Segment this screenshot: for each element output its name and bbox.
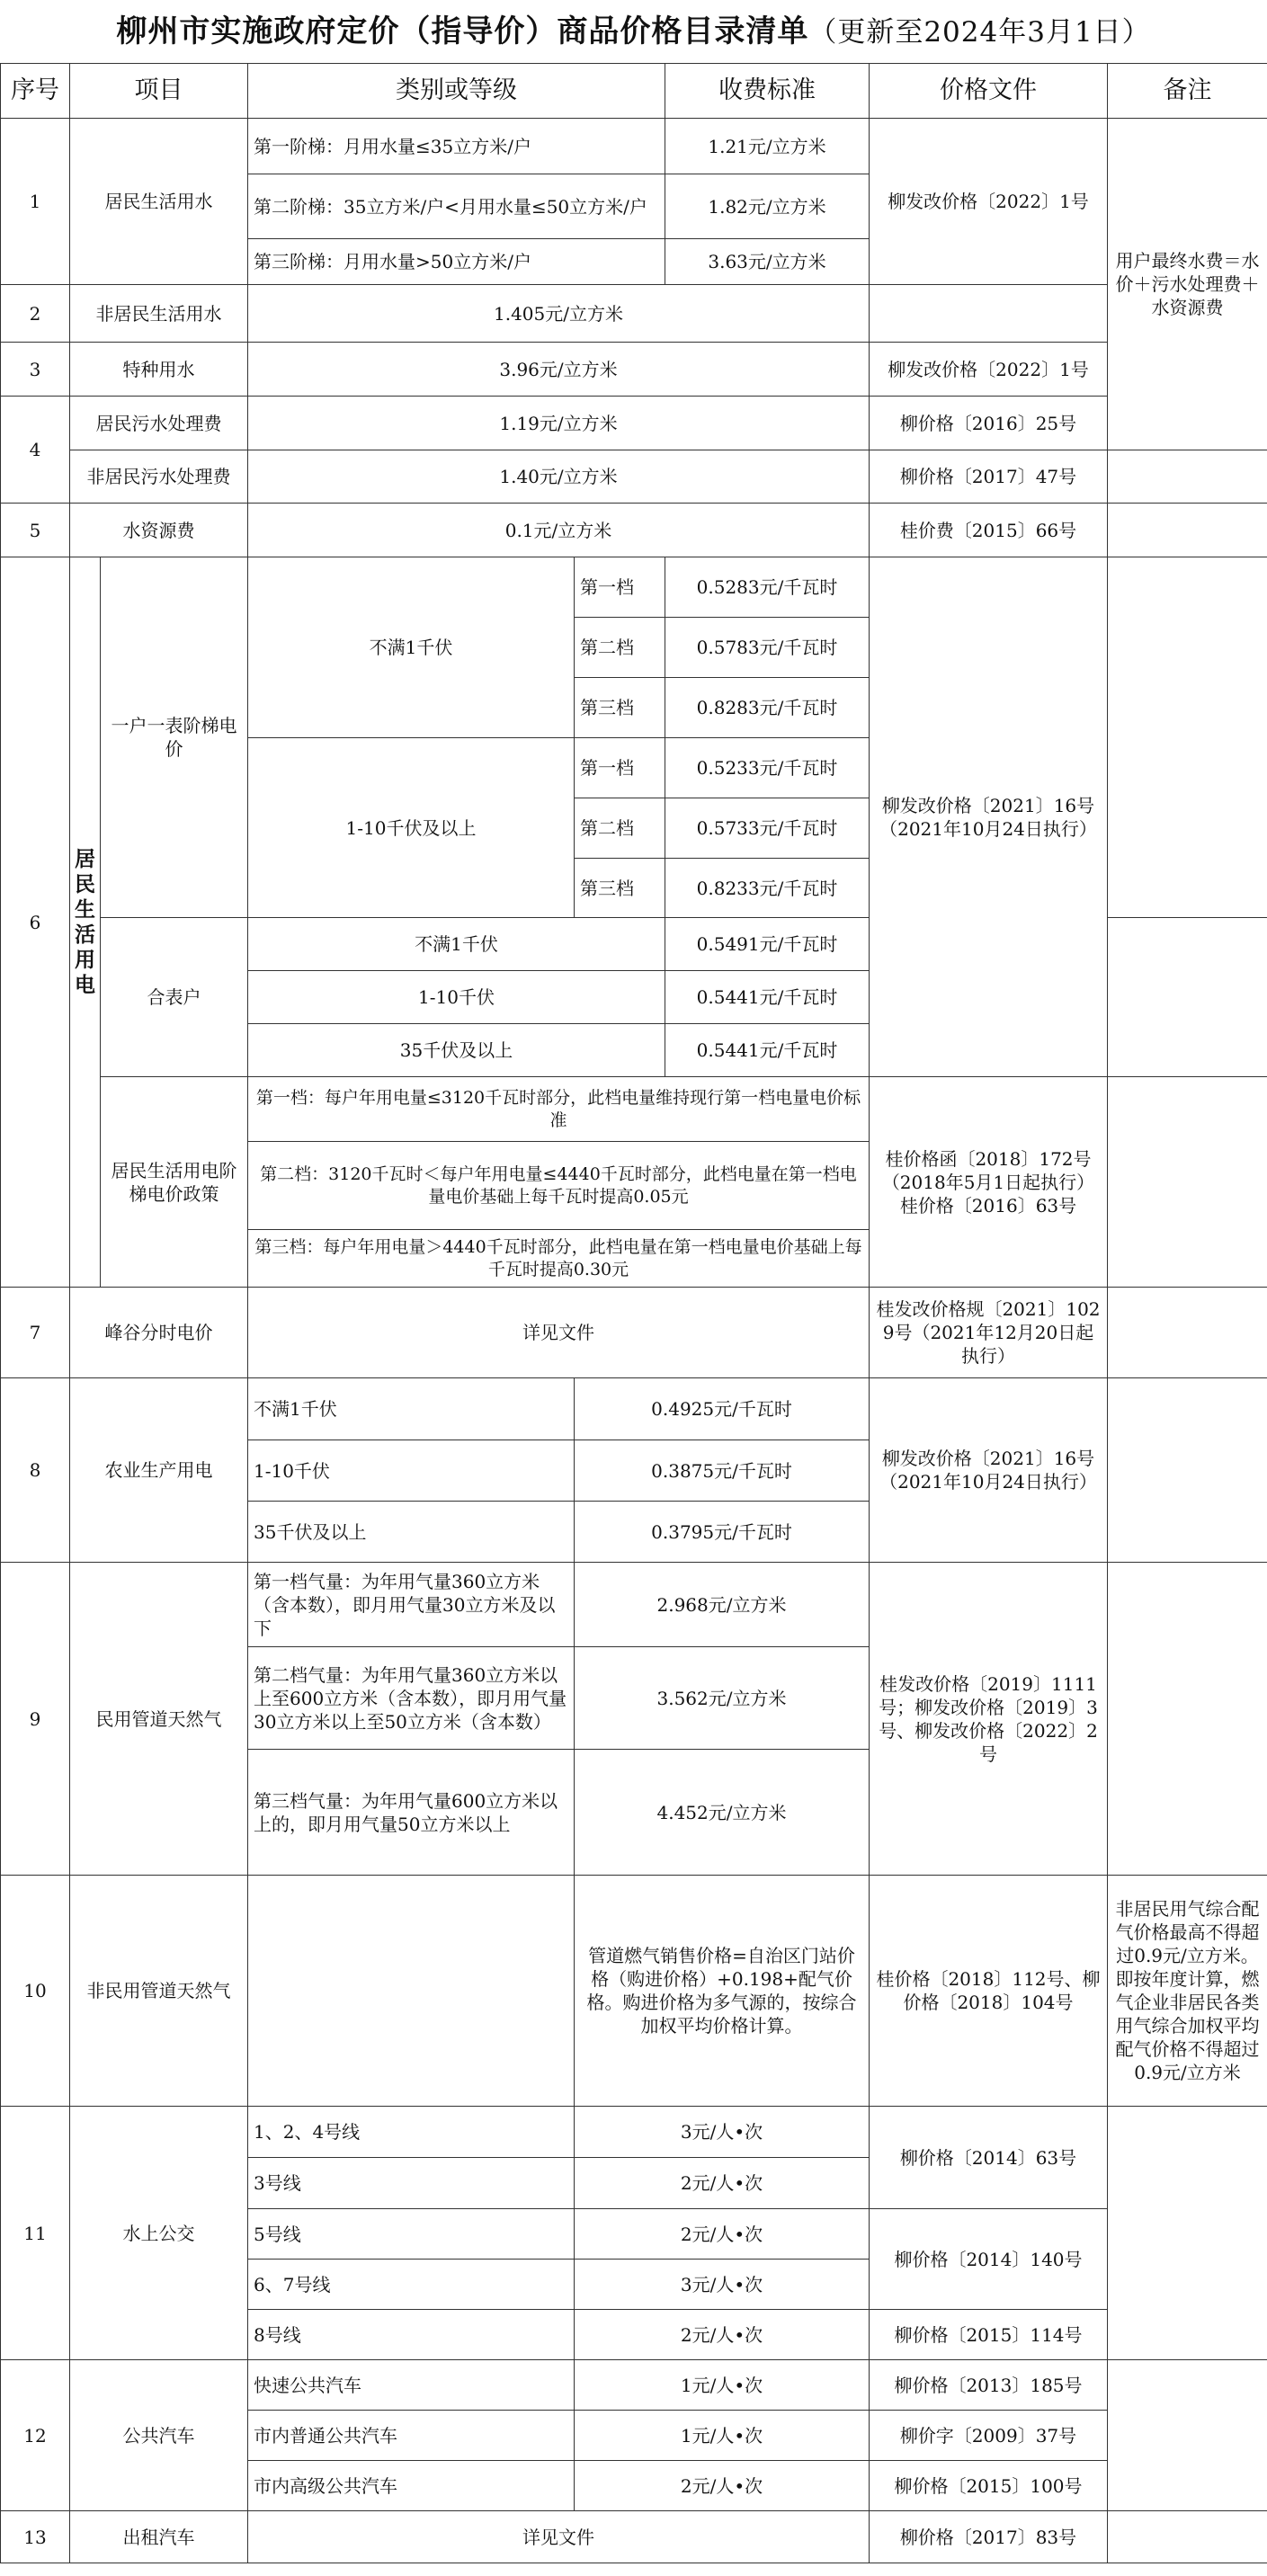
title-subtitle: （更新至2024年3月1日） [808, 16, 1151, 49]
document-cell: 柳价字〔2009〕37号 [870, 2411, 1108, 2461]
standard-cell: 1元/人•次 [575, 2360, 870, 2411]
row-no: 6 [1, 557, 70, 1288]
item-name: 公共汽车 [70, 2360, 248, 2511]
standard-cell: 2元/人•次 [575, 2461, 870, 2511]
category-cell: 第三阶梯：月用水量>50立方米/户 [248, 239, 665, 285]
category-cell: 1-10千伏及以上 [248, 738, 575, 918]
header-remark: 备注 [1108, 64, 1267, 119]
remark-cell [1108, 918, 1267, 1077]
standard-cell: 0.5441元/千瓦时 [665, 971, 870, 1024]
standard-cell: 1.21元/立方米 [665, 119, 870, 174]
item-name: 出租汽车 [70, 2511, 248, 2563]
standard-cell: 0.8283元/千瓦时 [665, 678, 870, 738]
document-cell: 柳价格〔2017〕83号 [870, 2511, 1108, 2563]
remark-cell [1108, 1288, 1267, 1378]
item-name: 居民生活用电阶梯电价政策 [101, 1077, 248, 1288]
category-cell: 35千伏及以上 [248, 1502, 575, 1563]
table-row [1, 557, 1267, 618]
row-no: 7 [1, 1288, 70, 1378]
table-row [1, 1288, 1267, 1378]
table-row [1, 1876, 1267, 2107]
category-cell: 第一阶梯：月用水量≤35立方米/户 [248, 119, 665, 174]
row-no: 8 [1, 1378, 70, 1563]
document-cell: 柳价格〔2015〕100号 [870, 2461, 1108, 2511]
header-no: 序号 [1, 64, 70, 119]
category-cell: 不满1千伏 [248, 1378, 575, 1440]
category-cell: 第三档气量：为年用气量600立方米以上的，即月用气量50立方米以上 [248, 1750, 575, 1876]
page-title [0, 0, 1267, 63]
standard-cell: 0.1元/立方米 [248, 504, 870, 557]
standard-cell: 1元/人•次 [575, 2411, 870, 2461]
category-cell: 不满1千伏 [248, 918, 665, 971]
standard-cell: 0.5491元/千瓦时 [665, 918, 870, 971]
remark-cell [1108, 2511, 1267, 2563]
remark-cell [1108, 1378, 1267, 1563]
standard-cell: 管道燃气销售价格=自治区门站价格（购进价格）+0.198+配气价格。购进价格为多气源的，按综合加权平均价格计算。 [575, 1876, 870, 2107]
standard-cell: 0.8233元/千瓦时 [665, 859, 870, 918]
category-cell: 35千伏及以上 [248, 1024, 665, 1077]
tier-label: 第二档 [575, 798, 665, 859]
standard-cell: 3元/人•次 [575, 2260, 870, 2310]
item-name: 一户一表阶梯电价 [101, 557, 248, 918]
row-no: 4 [1, 397, 70, 504]
standard-cell: 4.452元/立方米 [575, 1750, 870, 1876]
document-cell [870, 285, 1108, 343]
category-cell: 1、2、4号线 [248, 2107, 575, 2158]
item-name: 水资源费 [70, 504, 248, 557]
item-name: 民用管道天然气 [70, 1563, 248, 1876]
remark-cell [1108, 2107, 1267, 2360]
table-row [1, 397, 1267, 450]
standard-cell: 详见文件 [248, 1288, 870, 1378]
category-cell: 第二阶梯：35立方米/户<月用水量≤50立方米/户 [248, 174, 665, 239]
document-cell: 柳价格〔2014〕63号 [870, 2107, 1108, 2209]
standard-cell: 3.63元/立方米 [665, 239, 870, 285]
table-row [1, 504, 1267, 557]
table-row [1, 450, 1267, 504]
header-row [1, 64, 1267, 119]
remark-cell [1108, 2360, 1267, 2511]
title-main: 柳州市实施政府定价（指导价）商品价格目录清单 [116, 13, 809, 49]
row-no: 13 [1, 2511, 70, 2563]
standard-cell: 0.5733元/千瓦时 [665, 798, 870, 859]
row-no: 5 [1, 504, 70, 557]
category-cell: 第一档气量：为年用气量360立方米（含本数），即月用气量30立方米及以下 [248, 1563, 575, 1647]
category-cell: 市内高级公共汽车 [248, 2461, 575, 2511]
row-no: 1 [1, 119, 70, 285]
item-name: 非民用管道天然气 [70, 1876, 248, 2107]
item-name: 水上公交 [70, 2107, 248, 2360]
remark-cell: 用户最终水费＝水价＋污水处理费＋水资源费 [1108, 119, 1267, 450]
category-cell [248, 1876, 575, 2107]
category-cell: 5号线 [248, 2209, 575, 2260]
document-cell: 柳价格〔2014〕140号 [870, 2209, 1108, 2310]
standard-cell: 0.5233元/千瓦时 [665, 738, 870, 798]
item-name: 峰谷分时电价 [70, 1288, 248, 1378]
item-name: 非居民污水处理费 [70, 450, 248, 504]
table-row [1, 2107, 1267, 2158]
category-cell: 1-10千伏 [248, 1440, 575, 1502]
document-cell: 桂价费〔2015〕66号 [870, 504, 1108, 557]
tier-label: 第一档 [575, 738, 665, 798]
standard-cell: 0.3875元/千瓦时 [575, 1440, 870, 1502]
item-name: 居民污水处理费 [70, 397, 248, 450]
standard-cell: 2元/人•次 [575, 2310, 870, 2360]
row-no: 11 [1, 2107, 70, 2360]
row-no: 9 [1, 1563, 70, 1876]
document-cell: 柳发改价格〔2022〕1号 [870, 119, 1108, 285]
standard-cell: 详见文件 [248, 2511, 870, 2563]
table-row [1, 343, 1267, 397]
standard-cell: 2.968元/立方米 [575, 1563, 870, 1647]
category-cell: 第二档气量：为年用气量360立方米以上至600立方米（含本数），即月用气量30立方米以上至50立方米（含本数） [248, 1647, 575, 1750]
table-row [1, 119, 1267, 174]
price-table [0, 63, 1267, 2563]
category-cell: 快速公共汽车 [248, 2360, 575, 2411]
standard-cell: 0.4925元/千瓦时 [575, 1378, 870, 1440]
standard-cell: 1.82元/立方米 [665, 174, 870, 239]
standard-cell: 2元/人•次 [575, 2158, 870, 2209]
standard-cell: 1.40元/立方米 [248, 450, 870, 504]
table-row [1, 1378, 1267, 1440]
category-cell: 3号线 [248, 2158, 575, 2209]
category-cell: 市内普通公共汽车 [248, 2411, 575, 2461]
document-cell: 柳发改价格〔2021〕16号（2021年10月24日执行） [870, 557, 1108, 1077]
table-row [1, 2511, 1267, 2563]
document-cell: 柳价格〔2016〕25号 [870, 397, 1108, 450]
row-no: 2 [1, 285, 70, 343]
row-no: 3 [1, 343, 70, 397]
standard-cell: 2元/人•次 [575, 2209, 870, 2260]
table-row [1, 285, 1267, 343]
category-cell: 8号线 [248, 2310, 575, 2360]
item-name: 合表户 [101, 918, 248, 1077]
item-name: 农业生产用电 [70, 1378, 248, 1563]
table-row [1, 1563, 1267, 1647]
document-cell: 桂发改价格规〔2021〕1029号（2021年12月20日起执行） [870, 1288, 1108, 1378]
standard-cell: 0.5283元/千瓦时 [665, 557, 870, 618]
header-document: 价格文件 [870, 64, 1108, 119]
tier-label: 第三档 [575, 859, 665, 918]
category-cell: 不满1千伏 [248, 557, 575, 738]
standard-cell: 0.3795元/千瓦时 [575, 1502, 870, 1563]
standard-cell: 3元/人•次 [575, 2107, 870, 2158]
standard-cell: 1.405元/立方米 [248, 285, 870, 343]
remark-cell [1108, 504, 1267, 557]
category-cell: 6、7号线 [248, 2260, 575, 2310]
policy-tier: 第二档：3120千瓦时＜每户年用电量≤4440千瓦时部分，此档电量在第一档电量电价基础上每千瓦时提高0.05元 [248, 1142, 870, 1230]
standard-cell: 0.5783元/千瓦时 [665, 618, 870, 678]
standard-cell: 1.19元/立方米 [248, 397, 870, 450]
item-name: 特种用水 [70, 343, 248, 397]
category-cell: 1-10千伏 [248, 971, 665, 1024]
document-cell: 桂价格〔2018〕112号、柳价格〔2018〕104号 [870, 1876, 1108, 2107]
electricity-group: 居民生活用电 [70, 557, 101, 1288]
document-cell: 柳价格〔2017〕47号 [870, 450, 1108, 504]
document-cell: 柳价格〔2013〕185号 [870, 2360, 1108, 2411]
document-cell: 柳发改价格〔2022〕1号 [870, 343, 1108, 397]
tier-label: 第一档 [575, 557, 665, 618]
standard-cell: 0.5441元/千瓦时 [665, 1024, 870, 1077]
table-row [1, 1077, 1267, 1142]
document-cell: 柳价格〔2015〕114号 [870, 2310, 1108, 2360]
document-cell: 桂价格函〔2018〕172号（2018年5月1日起执行）桂价格〔2016〕63号 [870, 1077, 1108, 1288]
document-cell: 柳发改价格〔2021〕16号（2021年10月24日执行） [870, 1378, 1108, 1563]
item-name: 非居民生活用水 [70, 285, 248, 343]
standard-cell: 3.96元/立方米 [248, 343, 870, 397]
tier-label: 第三档 [575, 678, 665, 738]
row-no: 10 [1, 1876, 70, 2107]
table-row [1, 2360, 1267, 2411]
document-cell: 桂发改价格〔2019〕1111号；柳发改价格〔2019〕3号、柳发改价格〔2022〕2号 [870, 1563, 1108, 1876]
tier-label: 第二档 [575, 618, 665, 678]
remark-cell [1108, 1077, 1267, 1288]
remark-cell [1108, 1563, 1267, 1876]
header-item: 项目 [70, 64, 248, 119]
row-no: 12 [1, 2360, 70, 2511]
remark-cell [1108, 557, 1267, 918]
policy-tier: 第一档：每户年用电量≤3120千瓦时部分，此档电量维持现行第一档电量电价标准 [248, 1077, 870, 1142]
remark-cell: 非居民用气综合配气价格最高不得超过0.9元/立方米。即按年度计算，燃气企业非居民各类用气综合加权平均配气价格不得超过0.9元/立方米 [1108, 1876, 1267, 2107]
header-category: 类别或等级 [248, 64, 665, 119]
standard-cell: 3.562元/立方米 [575, 1647, 870, 1750]
policy-tier: 第三档：每户年用电量＞4440千瓦时部分，此档电量在第一档电量电价基础上每千瓦时提高0.30元 [248, 1230, 870, 1288]
header-standard: 收费标准 [665, 64, 870, 119]
item-name: 居民生活用水 [70, 119, 248, 285]
